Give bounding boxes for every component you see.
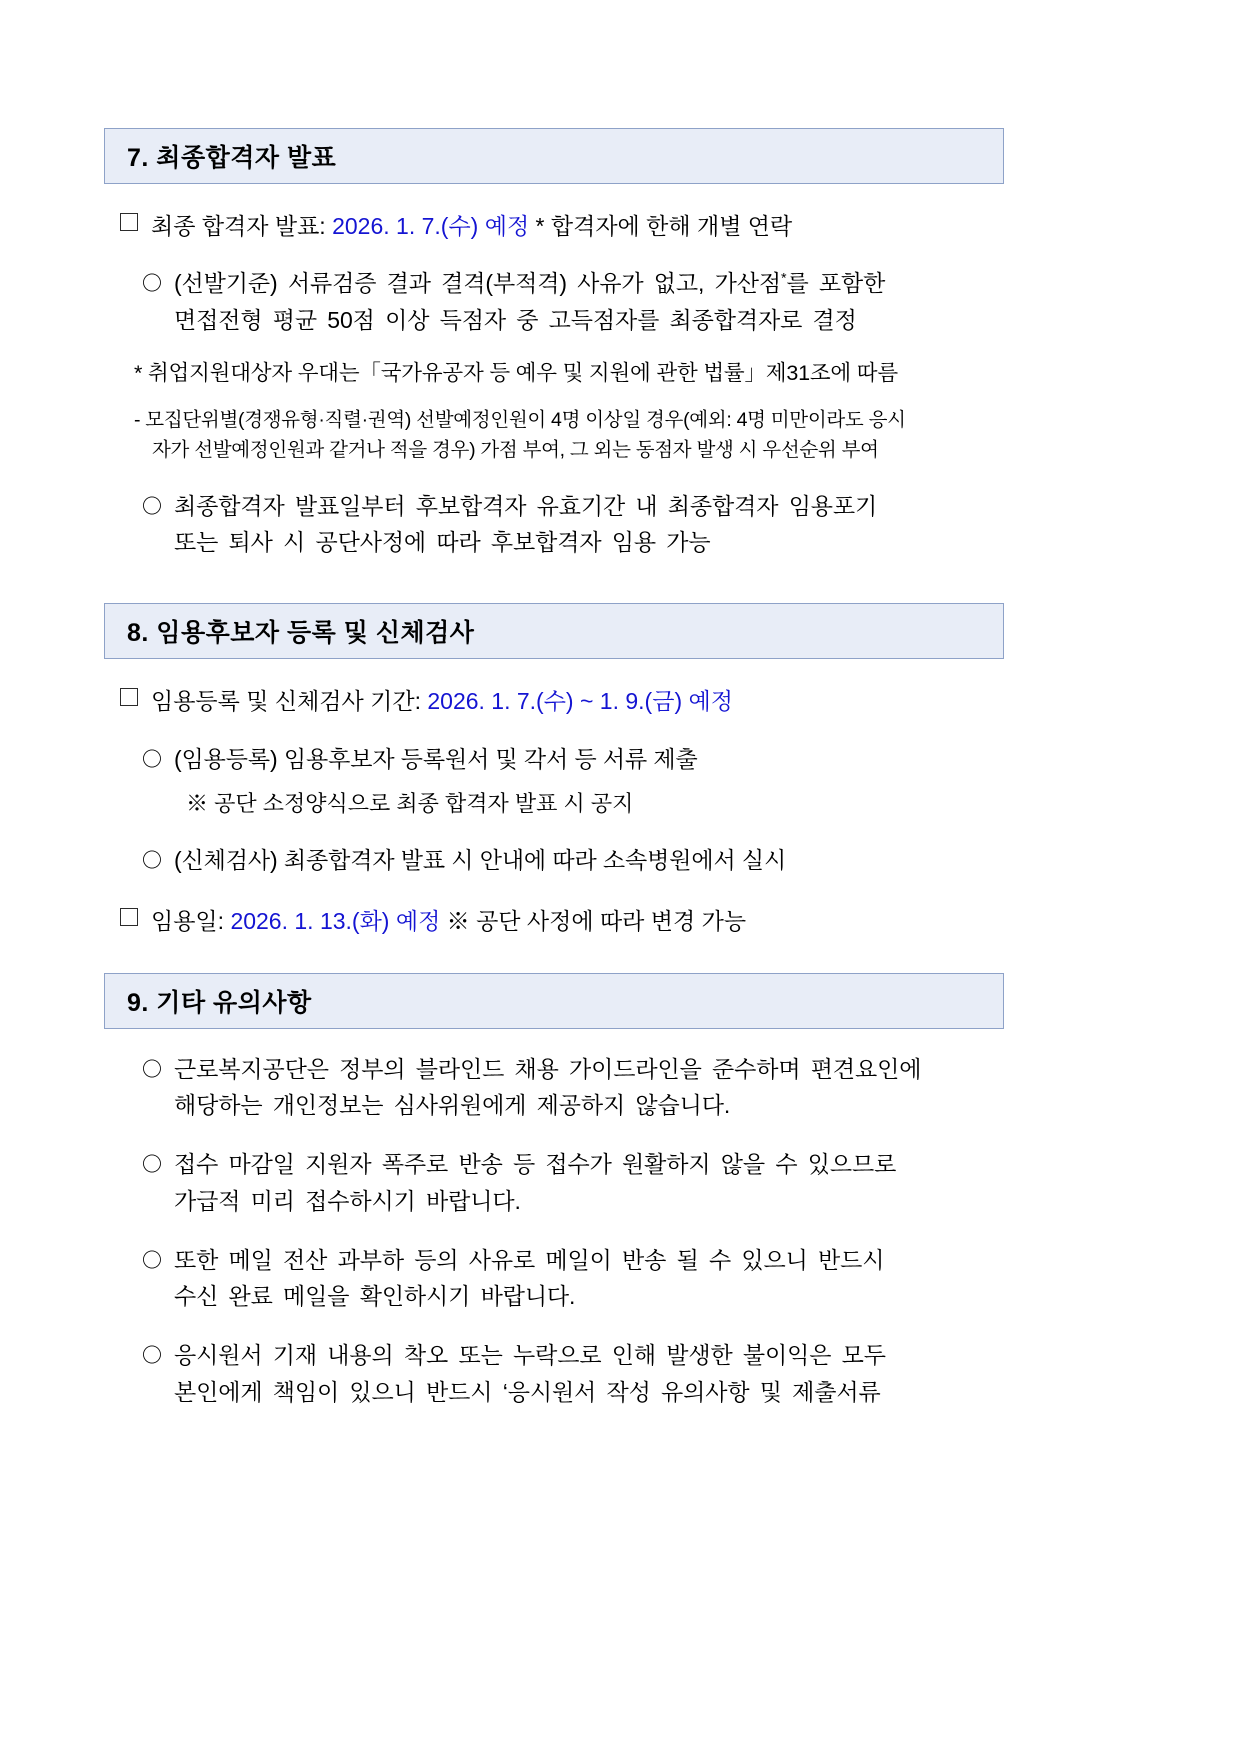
circle-bullet-icon: 〇: [142, 748, 162, 771]
notice-item-1: [142, 1051, 1004, 1125]
section-8-title: 8. 임용후보자 등록 및 신체검사: [127, 619, 475, 648]
registration-period-row: [120, 685, 1004, 718]
selection-criteria-text: [174, 265, 885, 339]
section-7-header: [104, 128, 1004, 184]
bonus-point-note: [134, 405, 1004, 465]
notice-item-4-text: [174, 1337, 886, 1411]
reserve-candidate-text: [174, 488, 877, 562]
notice-item-2: [142, 1146, 1004, 1220]
veteran-preference-note: * 취업지원대상자 우대는「국가유공자 등 예우 및 지원에 관한 법률」제31조에 따름: [134, 360, 898, 385]
registration-period-text: [151, 685, 733, 718]
registration-period-date: 2026. 1. 7.(수) ~ 1. 9.(금) 예정: [427, 688, 733, 715]
reserve-candidate-line1: 최종합격자 발표일부터 후보합격자 유효기간 내 최종합격자 임용포기: [174, 492, 878, 519]
checkbox-icon: [120, 213, 138, 231]
selection-criteria-row: [142, 265, 1004, 339]
circle-bullet-icon: 〇: [142, 495, 162, 518]
selection-criteria-line2: 면접전형 평균 50점 이상 득점자 중 고득점자를 최종합격자로 결정: [174, 307, 857, 334]
notice-item-3-text: [174, 1242, 884, 1316]
medical-exam-row: [142, 842, 1004, 879]
final-announcement-row: [120, 210, 1004, 243]
checkbox-icon: [120, 688, 138, 706]
selection-criteria-line1b: 를 포함한: [786, 270, 886, 297]
registration-period-label: 임용등록 및 신체검사 기간:: [151, 688, 428, 715]
circle-bullet-icon: 〇: [142, 273, 162, 296]
notice-item-2-line2: 가급적 미리 접수하시기 바랍니다.: [174, 1187, 521, 1214]
medical-exam-text: (신체검사) 최종합격자 발표 시 안내에 따라 소속병원에서 실시: [174, 847, 787, 874]
registration-form-note: ※ 공단 소정양식으로 최종 합격자 발표 시 공지: [186, 791, 634, 817]
document-content: [104, 128, 1004, 1411]
final-announcement-label: 최종 합격자 발표:: [151, 213, 333, 239]
bonus-point-note-line2: 자가 선발예정인원과 같거나 적을 경우) 가점 부여, 그 외는 동점자 발생 시 우선순위 부여: [152, 439, 879, 462]
notice-item-4-line1: 응시원서 기재 내용의 착오 또는 누락으로 인해 발생한 불이익은 모두: [174, 1342, 886, 1369]
notice-item-2-line1: 접수 마감일 지원자 폭주로 반송 등 접수가 원활하지 않을 수 있으므로: [174, 1151, 897, 1178]
final-announcement-text: [151, 210, 792, 243]
notice-item-3: [142, 1242, 1004, 1316]
appointment-date-value: 2026. 1. 13.(화) 예정: [230, 908, 441, 935]
spacer: [104, 939, 1004, 973]
spacer: [104, 561, 1004, 603]
section-7: [104, 128, 1004, 561]
notice-item-3-line1: 또한 메일 전산 과부하 등의 사유로 메일이 반송 될 수 있으니 반드시: [174, 1246, 885, 1273]
notice-item-2-text: [174, 1146, 896, 1220]
registration-text: (임용등록) 임용후보자 등록원서 및 각서 등 서류 제출: [174, 745, 698, 772]
final-announcement-date: 2026. 1. 7.(수) 예정: [332, 213, 530, 239]
checkbox-icon: [120, 908, 138, 926]
circle-bullet-icon: 〇: [142, 1345, 162, 1368]
appointment-date-note: ※ 공단 사정에 따라 변경 가능: [440, 908, 747, 935]
section-8-header: [104, 603, 1004, 659]
registration-row: [142, 741, 1004, 778]
section-9-header: [104, 973, 1004, 1029]
circle-bullet-icon: 〇: [142, 1249, 162, 1272]
reserve-candidate-line2: 또는 퇴사 시 공단사정에 따라 후보합격자 임용 가능: [174, 529, 711, 556]
notice-item-1-text: [174, 1051, 921, 1125]
notice-item-4: [142, 1337, 1004, 1411]
final-announcement-suffix: * 합격자에 한해 개별 연락: [529, 213, 793, 239]
section-8: [104, 603, 1004, 938]
selection-criteria-line1: (선발기준) 서류검증 결과 결격(부적격) 사유가 없고, 가산점: [174, 270, 781, 297]
notice-item-4-line2: 본인에게 책임이 있으니 반드시 ‘응시원서 작성 유의사항 및 제출서류: [174, 1379, 881, 1406]
bonus-point-note-line1: - 모집단위별(경쟁유형·직렬·권역) 선발예정인원이 4명 이상일 경우(예외: 4명 미만이라도 응시: [134, 409, 906, 432]
reserve-candidate-row: [142, 488, 1004, 562]
circle-bullet-icon: 〇: [142, 850, 162, 873]
appointment-date-label: 임용일:: [151, 908, 231, 935]
notice-item-1-line2: 해당하는 개인정보는 심사위원에게 제공하지 않습니다.: [174, 1092, 731, 1119]
appointment-date-row: [120, 905, 1004, 938]
notice-item-3-line2: 수신 완료 메일을 확인하시기 바랍니다.: [174, 1283, 576, 1310]
appointment-date-text: [151, 905, 746, 938]
footnote-marker: *: [780, 270, 787, 287]
notice-item-1-line1: 근로복지공단은 정부의 블라인드 채용 가이드라인을 준수하며 편견요인에: [174, 1055, 922, 1082]
section-7-title: 7. 최종합격자 발표: [127, 144, 337, 172]
circle-bullet-icon: 〇: [142, 1058, 162, 1081]
section-9: [104, 973, 1004, 1411]
circle-bullet-icon: 〇: [142, 1154, 162, 1177]
section-9-title: 9. 기타 유의사항: [127, 988, 312, 1017]
